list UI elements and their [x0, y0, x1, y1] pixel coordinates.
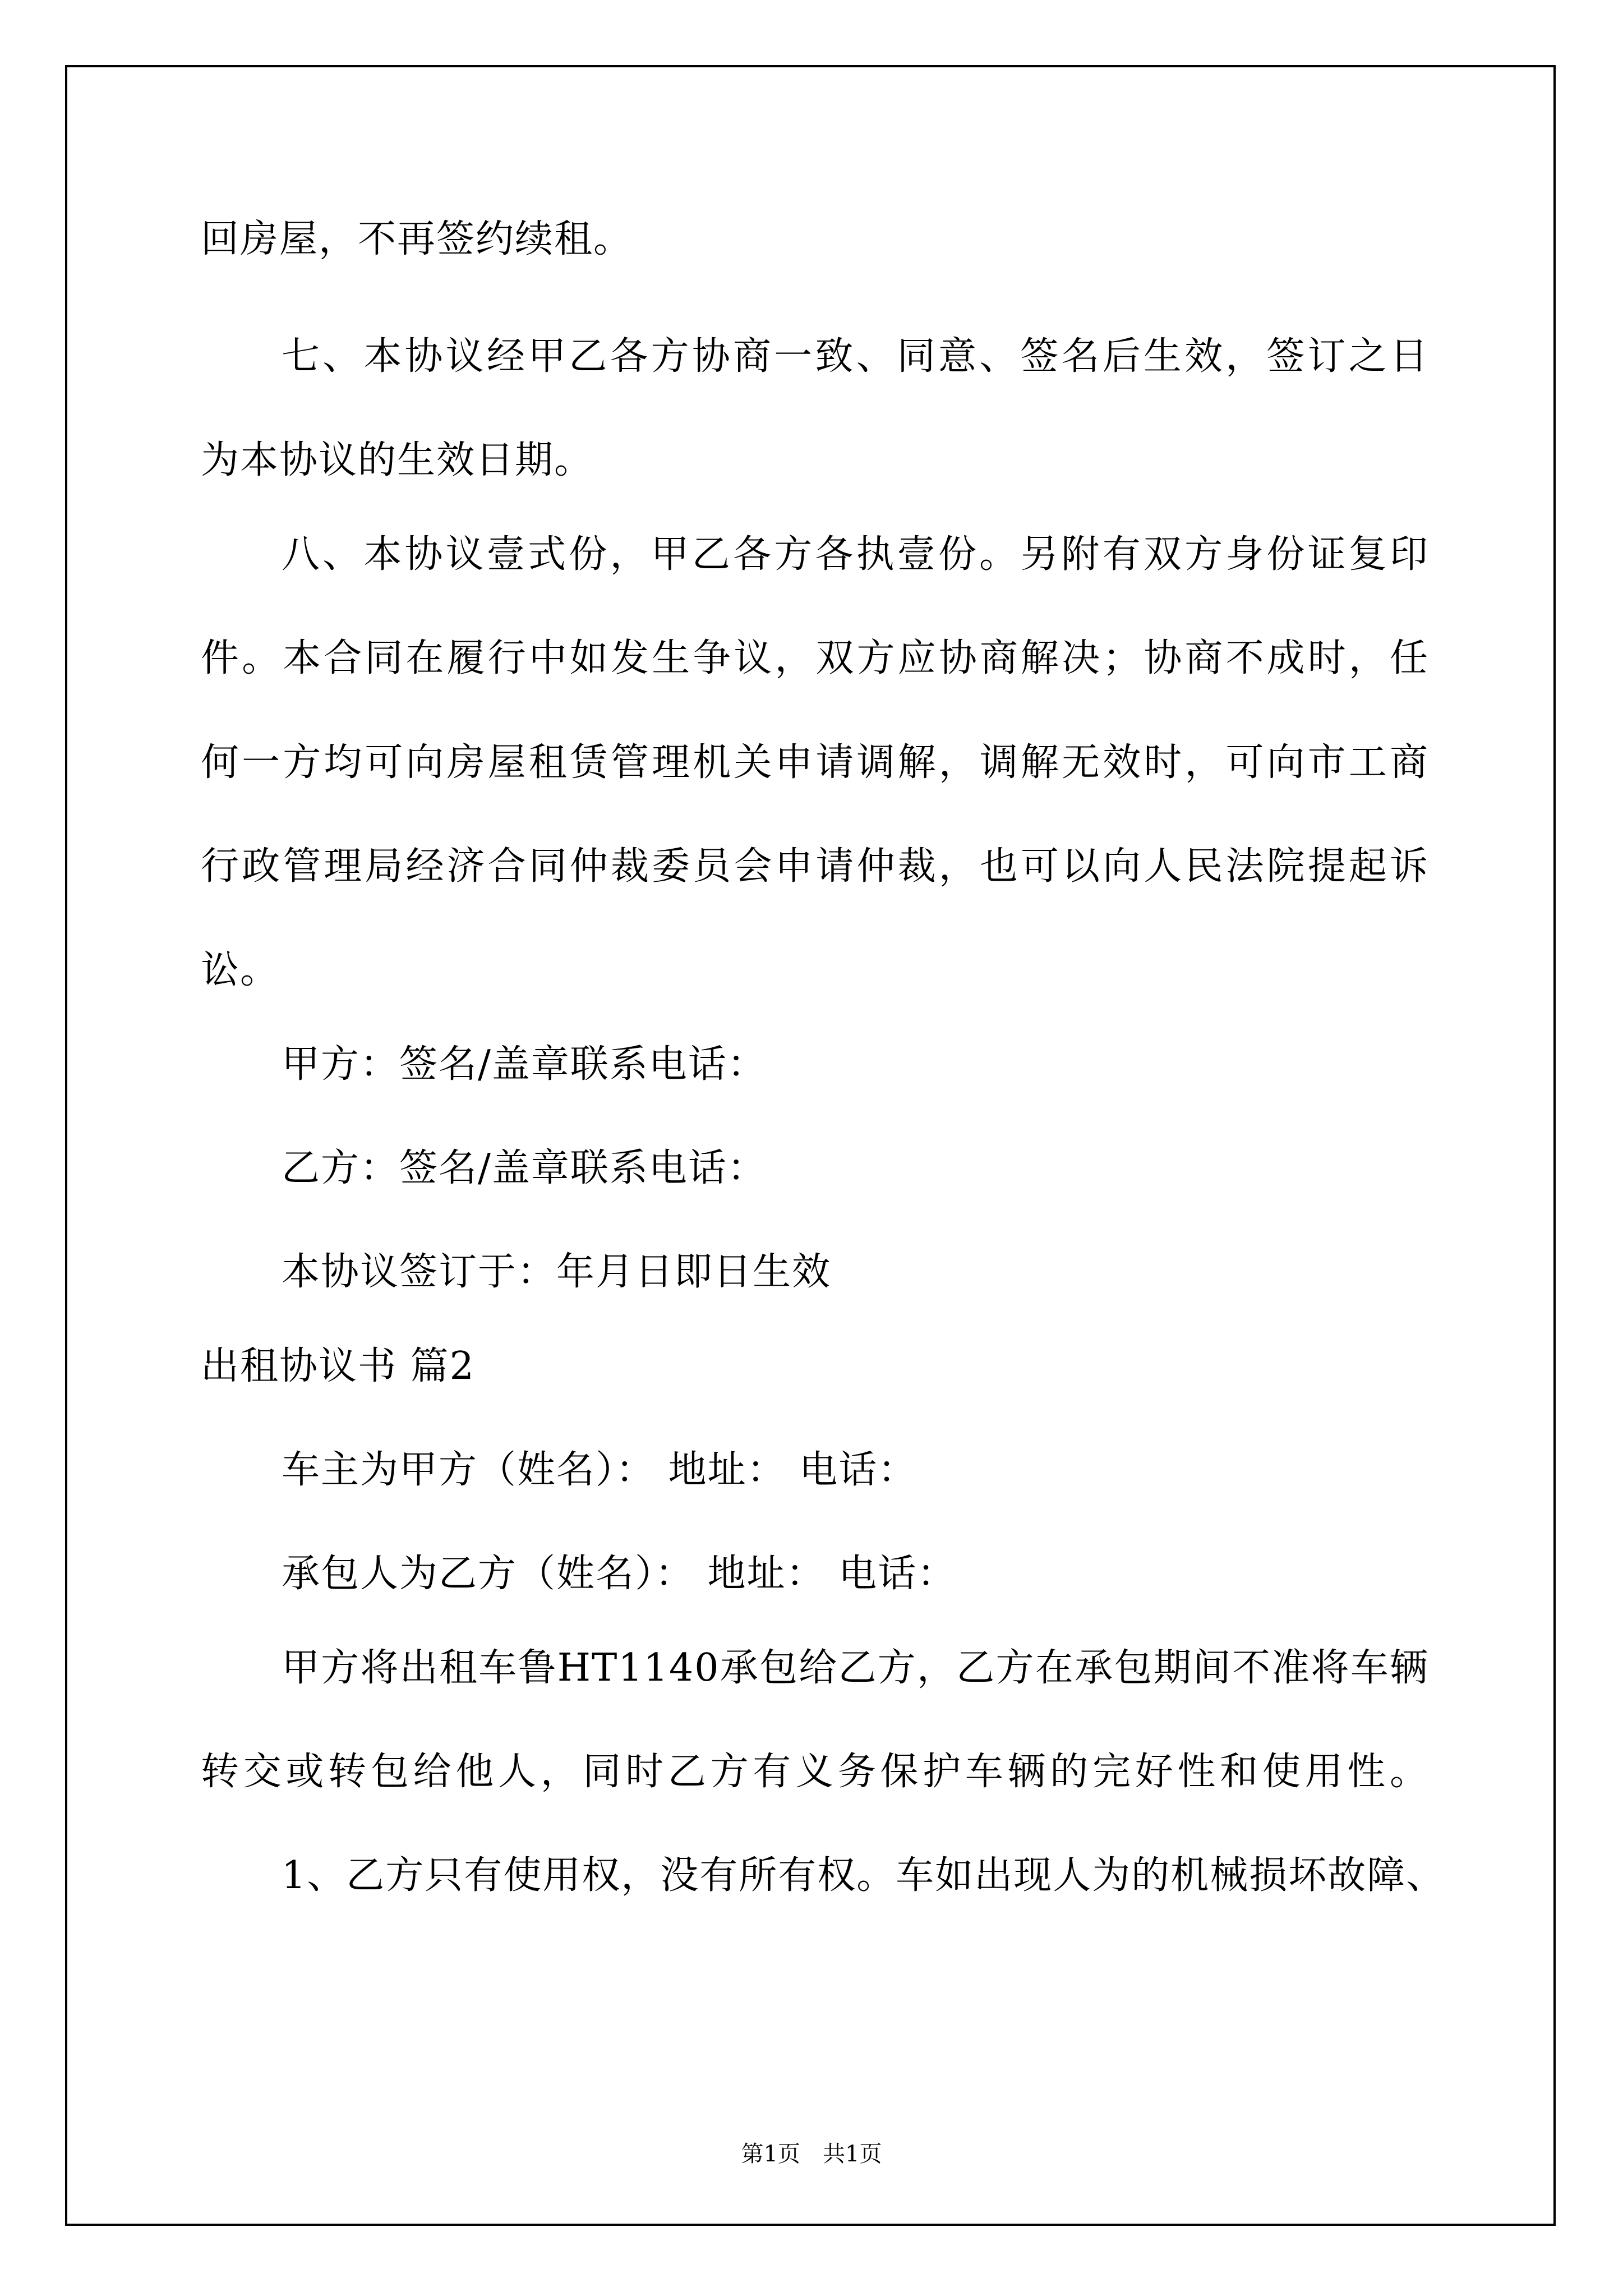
page-footer: 第1页 共1页	[741, 2141, 882, 2167]
paragraph-line: 件。本合同在履行中如发生争议，双方应协商解决；协商不成时，任	[201, 636, 1429, 680]
paragraph-line: 行政管理局经济合同仲裁委员会申请仲裁，也可以向人民法院提起诉	[201, 844, 1429, 889]
paragraph-line: 回房屋，不再签约续租。	[201, 217, 633, 261]
signature-line-party-b: 乙方：签名/盖章联系电话：	[282, 1146, 767, 1190]
paragraph-line: 七、本协议经甲乙各方协商一致、同意、签名后生效，签订之日	[282, 334, 1429, 379]
paragraph-line: 何一方均可向房屋租赁管理机关申请调解，调解无效时，可向市工商	[201, 740, 1429, 785]
section-heading: 出租协议书 篇2	[201, 1344, 475, 1388]
paragraph-line: 甲方将出租车鲁HT1140承包给乙方，乙方在承包期间不准将车辆	[282, 1646, 1429, 1690]
effective-date-line: 本协议签订于：年月日即日生效	[282, 1250, 832, 1294]
paragraph-line: 为本协议的生效日期。	[201, 438, 594, 482]
paragraph-line: 转交或转包给他人，同时乙方有义务保护车辆的完好性和使用性。	[201, 1750, 1429, 1794]
paragraph-line: 车主为甲方（姓名）： 地址： 电话：	[282, 1448, 917, 1492]
paragraph-line: 1、乙方只有使用权，没有所有权。车如出现人为的机械损坏故障、	[282, 1853, 1446, 1898]
paragraph-line: 讼。	[201, 948, 280, 992]
page-border	[65, 65, 1556, 2226]
paragraph-line: 八、本协议壹式份，甲乙各方各执壹份。另附有双方身份证复印	[282, 532, 1429, 577]
paragraph-line: 承包人为乙方（姓名）： 地址： 电话：	[282, 1552, 957, 1596]
signature-line-party-a: 甲方：签名/盖章联系电话：	[282, 1042, 767, 1087]
